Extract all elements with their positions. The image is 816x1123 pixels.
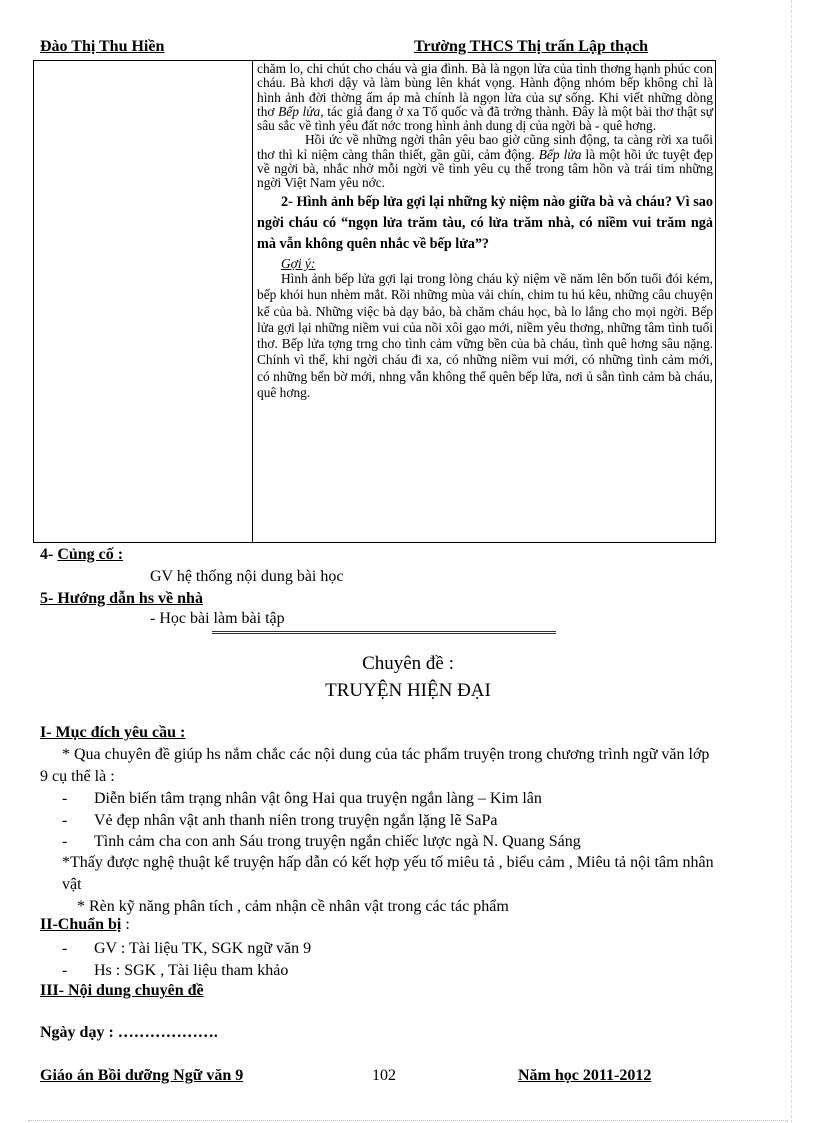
list-item: - GV : Tài liệu TK, SGK ngữ văn 9 <box>62 938 311 960</box>
separator-line <box>212 631 556 634</box>
part-1-list <box>62 788 581 853</box>
question-2: 2- Hình ảnh bếp lửa gợi lại những kỷ niệm nào giữa bà và cháu? Vì sao ngời cháu có “ngọn lửa trăm tàu, có lửa trăm nhà, có niềm vui trăm ngả mà vẫn không quên nhắc về bếp lửa”? <box>257 193 713 252</box>
answer-paragraph: Hình ảnh bếp lửa gợi lại trong lòng cháu kỷ niệm về năm lên bốn tuổi đói kém, bếp khói hun nhèm mắt. Rồi những mùa vải chín, chim tu hú kêu, những câu chuyện kể của bà. Những việc bà dạy bảo, bà chăm cháu học, bà lo lắng cho mọi ngời. Bếp lửa gợi lại những niềm vui của nồi xôi gạo mới, niềm yêu thơng, những tâm tình tuổi thơ. Bếp lửa tợng trng cho tình cảm vững bền của bà cháu, tình quê hơng sâu nặng. Chính vì thế, khi ngời cháu đi xa, có những niềm vui mới, có những tình cảm mới, có những bến bờ mới, nhng vẫn không thể quên bếp lửa, nơi ủ sẵn tình cảm bà cháu, quê hơng. <box>257 270 713 401</box>
page-bottom-rule <box>28 1120 788 1121</box>
list-item: - Vẻ đẹp nhân vật anh thanh niên trong truyện ngắn lặng lẽ SaPa <box>62 810 581 832</box>
footer-right: Năm học 2011-2012 <box>518 1067 652 1084</box>
list-item: - Tình cảm cha con anh Sáu trong truyện ngắn chiếc lược ngà N. Quang Sáng <box>62 831 581 853</box>
part-2-list <box>62 938 311 981</box>
hint-label: Gợi ý: <box>281 255 316 271</box>
section-4-content: GV hệ thống nội dung bài học <box>150 568 344 585</box>
topic-label: Chuyên đề : <box>362 653 454 674</box>
list-item: - Hs : SGK , Tài liệu tham khảo <box>62 960 311 982</box>
date-line: Ngày dạy : ………………. <box>40 1024 218 1041</box>
list-item: - Diễn biến tâm trạng nhân vật ông Hai qua truyện ngắn làng – Kim lân <box>62 788 581 810</box>
part-1-note-2: * Rèn kỹ năng phân tích , cảm nhận cề nhân vật trong các tác phẩm <box>77 898 509 915</box>
table-divider <box>252 61 253 542</box>
part-1-note-1: *Thấy được nghệ thuật kể truyện hấp dẫn có kết hợp yếu tố miêu tả , biểu cảm , Miêu tả nội tâm nhân vật <box>62 854 714 893</box>
header-author: Đào Thị Thu Hiền <box>40 38 165 55</box>
section-4-title: 4- Củng cố : <box>40 546 124 563</box>
part-3-title: III- Nội dung chuyên đề <box>40 982 204 999</box>
paragraph-1: chăm lo, chi chút cho cháu và gia đình. Bà là ngọn lửa của tình thơng hạnh phúc con cháu. Bà khơi dậy và làm bùng lên khát vọng. Hành động nhóm bếp không chỉ là hình ảnh đời thờng ấm áp mà chính là ngọn lửa của sự sống. Khi viết những dòng thơ Bếp lửa, tác giả đang ở xa Tổ quốc và đã trởng thành. Đây là một bài thơ thật sự sâu sắc về tình yêu đất nớc trong hình ảnh dung dị của ngời bà - quê hơng. <box>257 61 713 134</box>
part-2-title: II-Chuẩn bị : <box>40 916 130 933</box>
footer-left: Giáo án Bồi dưỡng Ngữ văn 9 <box>40 1067 244 1084</box>
part-1-title: I- Mục đích yêu cầu : <box>40 724 186 741</box>
table-right-cell <box>257 62 713 401</box>
part-1-intro: * Qua chuyên đề giúp hs nắm chắc các nội dung của tác phẩm truyện trong chương trình ngữ văn lớp 9 cụ thể là : <box>40 746 710 785</box>
section-5-content: - Học bài làm bài tập <box>150 610 285 627</box>
content-table <box>33 60 716 543</box>
page-number: 102 <box>372 1067 396 1084</box>
topic-title: TRUYỆN HIỆN ĐẠI <box>325 680 491 701</box>
section-5-title: 5- Hướng dẫn hs về nhà <box>40 590 203 607</box>
paragraph-2: Hồi ức về những ngời thân yêu bao giờ cũng sinh động, ta càng rời xa tuổi thơ thì kỉ niệm càng thân thiết, gần gũi, cảm động. Bếp lửa là một hồi ức tuyệt đẹp về ngời bà, nhắc nhở mỗi ngời về tình yêu cụ thể trong tâm hồn và trái tim những ngời Việt Nam yêu nớc. <box>257 132 713 191</box>
page-right-rule <box>791 0 792 1123</box>
header-school: Trường THCS Thị trấn Lập thạch <box>414 38 649 55</box>
